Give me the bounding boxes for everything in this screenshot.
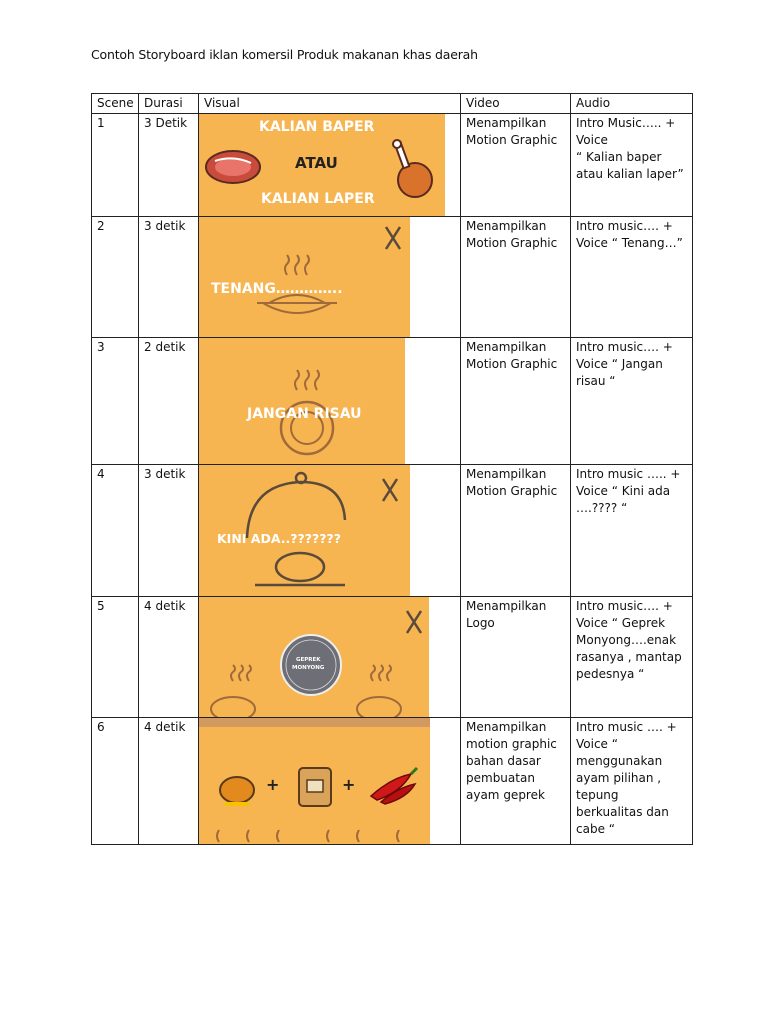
scene-number: 6 xyxy=(92,718,139,845)
roast-chicken-icon xyxy=(349,691,409,717)
roast-chicken-icon xyxy=(217,770,257,806)
visual-cell xyxy=(199,338,461,465)
duration: 4 detik xyxy=(139,718,199,845)
audio-description: Intro music…. + Voice “ Tenang…” xyxy=(571,217,693,338)
visual-text-line1: KALIAN BAPER xyxy=(259,119,375,135)
fork-knife-icon xyxy=(380,477,400,503)
storyboard-table xyxy=(91,93,693,845)
header-scene: Scene xyxy=(92,94,139,114)
scene-number: 1 xyxy=(92,114,139,217)
visual-text: JANGAN RISAU xyxy=(247,406,362,422)
audio-description: Intro Music….. + Voice “ Kalian baper atau kalian laper” xyxy=(571,114,693,217)
table-row xyxy=(92,338,693,465)
duration: 3 detik xyxy=(139,465,199,597)
table-row xyxy=(92,114,693,217)
scene-number: 2 xyxy=(92,217,139,338)
chicken-leg-icon xyxy=(385,140,441,200)
header-audio: Audio xyxy=(571,94,693,114)
visual-cell xyxy=(199,114,461,217)
visual-cell xyxy=(199,217,461,338)
scene-visual xyxy=(199,597,429,717)
plus-sign: + xyxy=(342,775,356,794)
visual-cell xyxy=(199,718,461,845)
table-row xyxy=(92,465,693,597)
table-row xyxy=(92,217,693,338)
roast-chicken-icon xyxy=(203,691,263,717)
chili-icon xyxy=(367,766,419,806)
steam-icon xyxy=(369,663,391,683)
steam-icon xyxy=(282,253,312,277)
video-description: Menampilkan Motion Graphic xyxy=(461,114,571,217)
visual-cell xyxy=(199,465,461,597)
audio-description: Intro music ….. + Voice “ Kini ada ….???? “ xyxy=(571,465,693,597)
audio-description: Intro music…. + Voice “ Geprek Monyong….enak rasanya , mantap pedesnya “ xyxy=(571,597,693,718)
flour-sack-icon xyxy=(295,762,335,808)
duration: 3 detik xyxy=(139,217,199,338)
scene-number: 5 xyxy=(92,597,139,718)
roast-chicken-icon xyxy=(255,547,345,587)
visual-text-line3: KALIAN LAPER xyxy=(261,191,375,207)
plus-sign: + xyxy=(266,775,280,794)
header-video: Video xyxy=(461,94,571,114)
scene-visual xyxy=(199,114,445,217)
scene-visual xyxy=(199,465,410,596)
logo-text-line2: MONYONG xyxy=(292,665,325,671)
audio-description: Intro music…. + Voice “ Jangan risau “ xyxy=(571,338,693,465)
fork-knife-icon xyxy=(383,225,403,251)
video-description: Menampilkan Motion Graphic xyxy=(461,465,571,597)
video-description: Menampilkan motion graphic bahan dasar pembuatan ayam geprek xyxy=(461,718,571,845)
document-title: Contoh Storyboard iklan komersil Produk makanan khas daerah xyxy=(91,47,478,62)
table-row xyxy=(92,718,693,845)
logo-text-line1: GEPREK xyxy=(296,657,321,663)
steam-icon xyxy=(292,368,322,392)
scene-number: 3 xyxy=(92,338,139,465)
fork-knife-icon xyxy=(404,609,424,635)
duration: 4 detik xyxy=(139,597,199,718)
visual-text-line2: ATAU xyxy=(295,154,338,172)
table-header-row xyxy=(92,94,693,114)
visual-text: TENANG………….. xyxy=(211,281,343,297)
header-durasi: Durasi xyxy=(139,94,199,114)
scene-visual xyxy=(199,718,430,844)
visual-text: KINI ADA..??????? xyxy=(217,531,342,546)
scene-visual xyxy=(199,338,405,464)
header-visual: Visual xyxy=(199,94,461,114)
duration: 3 Detik xyxy=(139,114,199,217)
duration: 2 detik xyxy=(139,338,199,465)
video-description: Menampilkan Motion Graphic xyxy=(461,217,571,338)
steam-icon xyxy=(209,828,419,844)
scene-number: 4 xyxy=(92,465,139,597)
visual-cell xyxy=(199,597,461,718)
steam-icon xyxy=(229,663,251,683)
audio-description: Intro music …. + Voice “ menggunakan ayam pilihan , tepung berkualitas dan cabe “ xyxy=(571,718,693,845)
table-row xyxy=(92,597,693,718)
scene-visual xyxy=(199,217,410,337)
steak-icon xyxy=(203,147,263,187)
visual-top-band xyxy=(199,718,430,727)
video-description: Menampilkan Logo xyxy=(461,597,571,718)
video-description: Menampilkan Motion Graphic xyxy=(461,338,571,465)
